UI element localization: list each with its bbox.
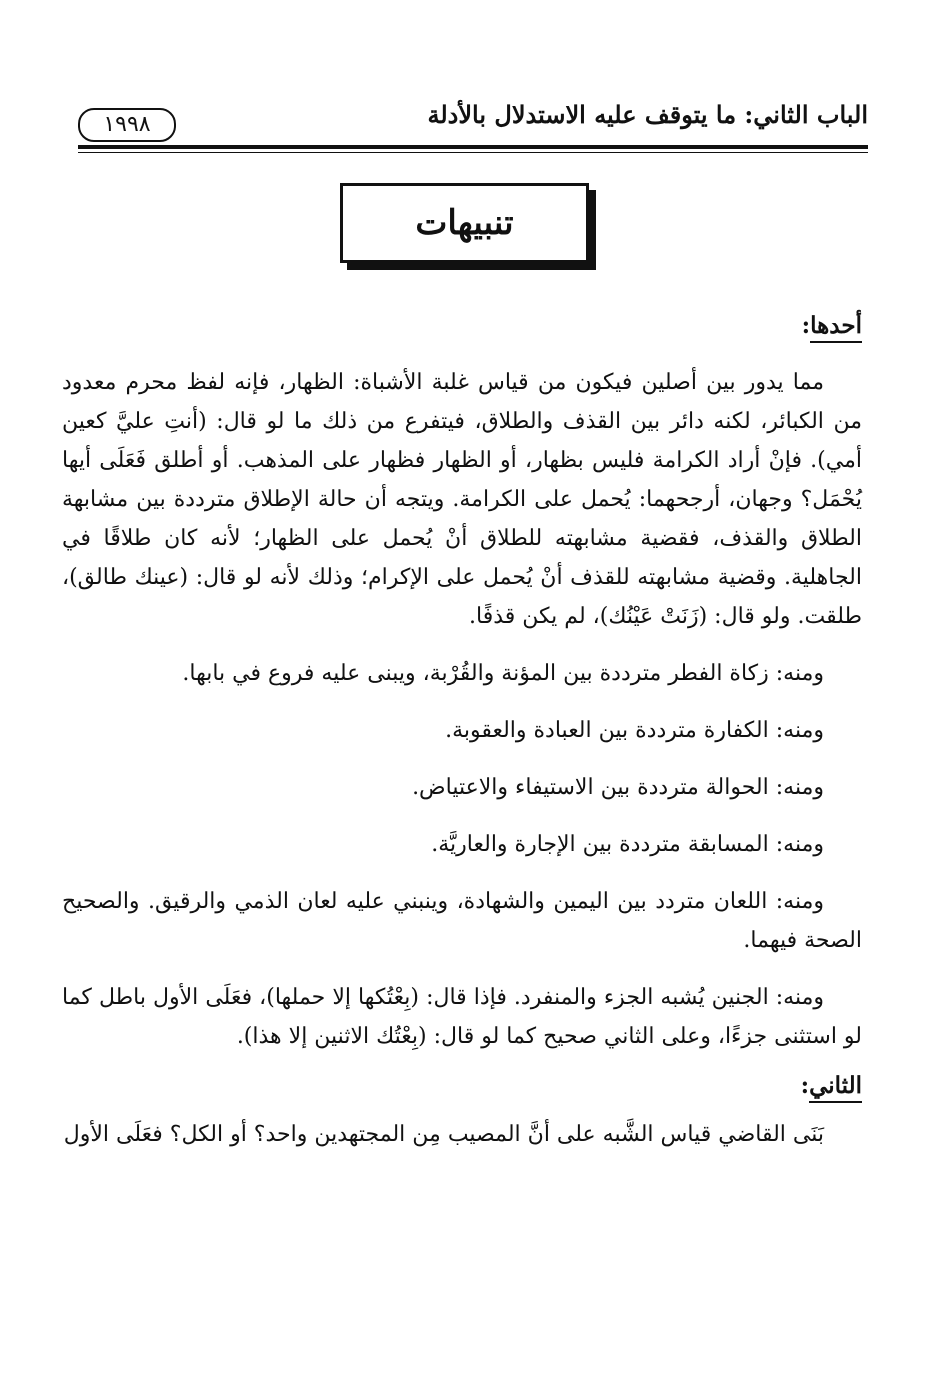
paragraph: ومنه: الحوالة مترددة بين الاستيفاء والاعتياض. — [412, 775, 824, 800]
paragraph: ومنه: الجنين يُشبه الجزء والمنفرد. فإذا قال: (بِعْتُكها إلا حملها)، فعَلَى الأول باطل كما لو استثنى جزءًا، وعلى الثاني صحيح كما لو قال: (بِعْتُك الاثنين إلا هذا). — [62, 985, 862, 1049]
page-body — [62, 306, 862, 1154]
section-heading-first-text: أحدها — [810, 312, 862, 343]
chapter-title-box: تنبيهات — [340, 183, 589, 263]
paragraph: ومنه: المسابقة مترددة بين الإجارة والعاريَّة. — [431, 832, 824, 857]
section-heading-second: الثاني: — [62, 1066, 862, 1105]
header-rule-thin — [78, 152, 868, 153]
paragraph: ومنه: زكاة الفطر مترددة بين المؤنة والقُرْبة، ويبنى عليه فروع في بابها. — [182, 661, 824, 686]
paragraph: مما يدور بين أصلين فيكون من قياس غلبة الأشباة: الظهار، فإنه لفظ محرم معدود من الكبائر، لكنه دائر بين القذف والطلاق، فيتفرع من ذلك ما لو قال: (أنتِ عليَّ كعين أمي). فإنْ أراد الكرامة فليس بظهار، أو الظهار فظهار على المذهب. أو أطلق فَعَلَى أيها يُحْمَل؟ وجهان، أرجحهما: يُحمل على الكرامة. ويتجه أن حالة الإطلاق مترددة بين مشابهة الطلاق والقذف، فقضية مشابهته للطلاق أنْ يُحمل على الظهار؛ لأنه كان طلاقًا في الجاهلية. وقضية مشابهته للقذف أنْ يُحمل على الإكرام؛ وذلك لأنه لو قال: (عينك طالق)، طلقت. ولو قال: (زَنَتْ عَيْنُك)، لم يكن قذفًا. — [62, 370, 862, 629]
page-header — [78, 100, 868, 144]
paragraph: بَنَى القاضي قياس الشَّبه على أنَّ المصيب مِن المجتهدين واحد؟ أو الكل؟ فعَلَى الأول — [63, 1122, 824, 1147]
paragraph: ومنه: الكفارة مترددة بين العبادة والعقوبة. — [445, 718, 824, 743]
section-heading-second-text: الثاني — [809, 1072, 862, 1103]
running-title: الباب الثاني: ما يتوقف عليه الاستدلال بالأدلة — [427, 100, 868, 129]
section-heading-first: أحدها: — [62, 306, 862, 345]
page-number: ١٩٩٨ — [78, 108, 176, 142]
header-rule-thick — [78, 145, 868, 149]
paragraph: ومنه: اللعان متردد بين اليمين والشهادة، وينبني عليه لعان الذمي والرقيق. والصحيح الصحة فيهما. — [62, 889, 862, 953]
